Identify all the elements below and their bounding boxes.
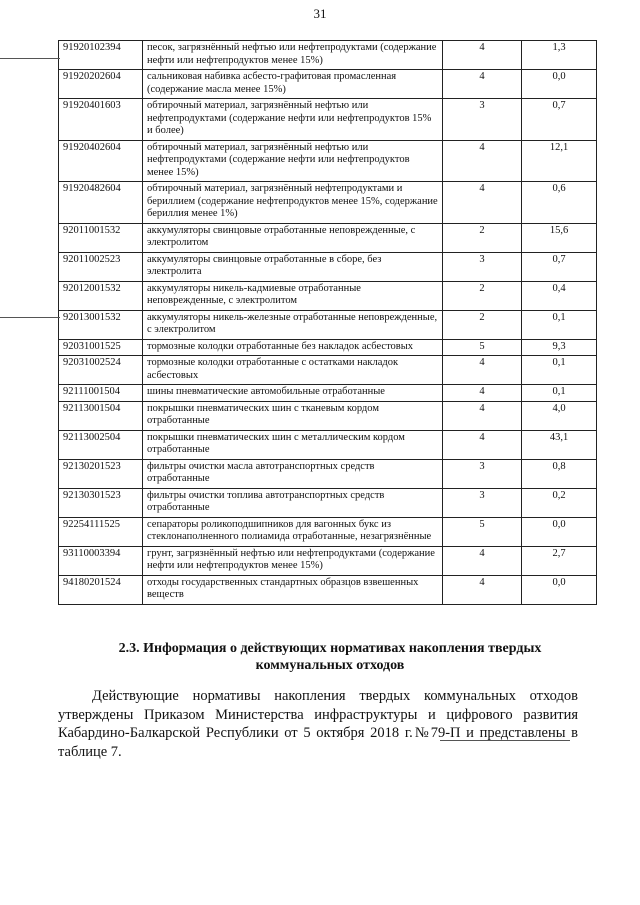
- waste-code-cell: 93110003394: [59, 546, 143, 575]
- hazard-class-cell: 4: [443, 70, 522, 99]
- waste-name-cell: шины пневматические автомобильные отработанные: [143, 385, 443, 402]
- scan-artifact-line: [0, 317, 60, 318]
- waste-code-cell: 92130201523: [59, 459, 143, 488]
- waste-mass-cell: 0,1: [522, 356, 597, 385]
- waste-mass-cell: 4,0: [522, 401, 597, 430]
- hazard-class-cell: 2: [443, 281, 522, 310]
- table-row: [59, 339, 597, 356]
- waste-mass-cell: 0,0: [522, 70, 597, 99]
- waste-mass-cell: 15,6: [522, 223, 597, 252]
- hazard-class-cell: 4: [443, 430, 522, 459]
- table-row: [59, 459, 597, 488]
- scan-artifact-line: [0, 58, 60, 59]
- hazard-class-cell: 5: [443, 517, 522, 546]
- waste-name-cell: тормозные колодки отработанные без накладок асбестовых: [143, 339, 443, 356]
- table-row: [59, 252, 597, 281]
- waste-code-cell: 92013001532: [59, 310, 143, 339]
- waste-mass-cell: 1,3: [522, 41, 597, 70]
- waste-code-cell: 92031001525: [59, 339, 143, 356]
- waste-mass-cell: 0,4: [522, 281, 597, 310]
- hazard-class-cell: 4: [443, 41, 522, 70]
- table-row: [59, 310, 597, 339]
- body-paragraph: Действующие нормативы накопления твердых коммунальных отходов утверждены Приказом Министерства инфраструктуры и цифрового развития Кабардино-Балкарской Республики от 5 октября 2018 г.№79-П и представлены в таблице 7.: [58, 688, 578, 760]
- waste-name-cell: обтирочный материал, загрязнённый нефтью или нефтепродуктами (содержание нефти или нефтепродуктов менее 15%): [143, 140, 443, 182]
- waste-name-cell: сальниковая набивка асбесто-графитовая промасленная (содержание масла менее 15%): [143, 70, 443, 99]
- page-number: 31: [313, 6, 327, 21]
- waste-code-cell: 92113002504: [59, 430, 143, 459]
- hazard-class-cell: 4: [443, 401, 522, 430]
- waste-mass-cell: 2,7: [522, 546, 597, 575]
- waste-code-cell: 91920102394: [59, 41, 143, 70]
- waste-name-cell: аккумуляторы свинцовые отработанные в сборе, без электролита: [143, 252, 443, 281]
- waste-mass-cell: 0,7: [522, 99, 597, 141]
- waste-mass-cell: 9,3: [522, 339, 597, 356]
- table-row: [59, 575, 597, 604]
- waste-mass-cell: 43,1: [522, 430, 597, 459]
- hazard-class-cell: 3: [443, 488, 522, 517]
- table-row: [59, 41, 597, 70]
- waste-code-cell: 92111001504: [59, 385, 143, 402]
- waste-mass-cell: 0,0: [522, 517, 597, 546]
- waste-name-cell: фильтры очистки масла автотранспортных средств отработанные: [143, 459, 443, 488]
- waste-code-cell: 92012001532: [59, 281, 143, 310]
- hazard-class-cell: 3: [443, 459, 522, 488]
- waste-mass-cell: 0,6: [522, 182, 597, 224]
- hazard-class-cell: 4: [443, 575, 522, 604]
- table-row: [59, 546, 597, 575]
- waste-name-cell: обтирочный материал, загрязнённый нефтью или нефтепродуктами (содержание нефти или нефтепродуктов 15% и более): [143, 99, 443, 141]
- table-row: [59, 223, 597, 252]
- waste-name-cell: аккумуляторы никель-кадмиевые отработанные неповрежденные, с электролитом: [143, 281, 443, 310]
- waste-code-cell: 92130301523: [59, 488, 143, 517]
- section-heading: 2.3. Информация о действующих нормативах накопления твердых коммунальных отходов: [118, 641, 542, 673]
- hazard-class-cell: 2: [443, 310, 522, 339]
- waste-name-cell: аккумуляторы свинцовые отработанные неповрежденные, с электролитом: [143, 223, 443, 252]
- table-row: [59, 488, 597, 517]
- table-row: [59, 356, 597, 385]
- waste-code-cell: 91920482604: [59, 182, 143, 224]
- table-row: [59, 385, 597, 402]
- waste-code-cell: 91920202604: [59, 70, 143, 99]
- hazard-class-cell: 4: [443, 182, 522, 224]
- hazard-class-cell: 4: [443, 356, 522, 385]
- waste-mass-cell: 0,8: [522, 459, 597, 488]
- waste-table-body: [59, 41, 597, 605]
- waste-mass-cell: 0,1: [522, 310, 597, 339]
- hazard-class-cell: 2: [443, 223, 522, 252]
- hazard-class-cell: 3: [443, 99, 522, 141]
- waste-code-cell: 94180201524: [59, 575, 143, 604]
- hazard-class-cell: 3: [443, 252, 522, 281]
- hazard-class-cell: 4: [443, 140, 522, 182]
- hazard-class-cell: 4: [443, 546, 522, 575]
- table-row: [59, 401, 597, 430]
- waste-code-cell: 91920402604: [59, 140, 143, 182]
- waste-mass-cell: 0,2: [522, 488, 597, 517]
- table-row: [59, 281, 597, 310]
- table-row: [59, 182, 597, 224]
- waste-code-cell: 92031002524: [59, 356, 143, 385]
- waste-table: [58, 40, 597, 605]
- waste-name-cell: обтирочный материал, загрязнённый нефтепродуктами и бериллием (содержание нефтепродуктов менее 15%, содержание бериллия менее 1%): [143, 182, 443, 224]
- waste-name-cell: покрышки пневматических шин с тканевым кордом отработанные: [143, 401, 443, 430]
- table-row: [59, 140, 597, 182]
- waste-name-cell: грунт, загрязнённый нефтью или нефтепродуктами (содержание нефти или нефтепродуктов менее 15%): [143, 546, 443, 575]
- hazard-class-cell: 4: [443, 385, 522, 402]
- waste-name-cell: отходы государственных стандартных образцов взвешенных веществ: [143, 575, 443, 604]
- waste-name-cell: песок, загрязнённый нефтью или нефтепродуктами (содержание нефти или нефтепродуктов менее 15%): [143, 41, 443, 70]
- waste-name-cell: аккумуляторы никель-железные отработанные неповрежденные, с электролитом: [143, 310, 443, 339]
- table-row: [59, 430, 597, 459]
- waste-name-cell: фильтры очистки топлива автотранспортных средств отработанные: [143, 488, 443, 517]
- table-row: [59, 70, 597, 99]
- waste-code-cell: 92254111525: [59, 517, 143, 546]
- waste-code-cell: 91920401603: [59, 99, 143, 141]
- waste-mass-cell: 12,1: [522, 140, 597, 182]
- table-row: [59, 99, 597, 141]
- waste-name-cell: покрышки пневматических шин с металлическим кордом отработанные: [143, 430, 443, 459]
- waste-mass-cell: 0,1: [522, 385, 597, 402]
- table-row: [59, 517, 597, 546]
- waste-code-cell: 92011001532: [59, 223, 143, 252]
- waste-mass-cell: 0,7: [522, 252, 597, 281]
- hazard-class-cell: 5: [443, 339, 522, 356]
- waste-code-cell: 92113001504: [59, 401, 143, 430]
- waste-name-cell: сепараторы роликоподшипников для вагонных букс из стеклонаполненного полиамида отработанные, незагрязнённые: [143, 517, 443, 546]
- waste-mass-cell: 0,0: [522, 575, 597, 604]
- waste-code-cell: 92011002523: [59, 252, 143, 281]
- waste-name-cell: тормозные колодки отработанные с остатками накладок асбестовых: [143, 356, 443, 385]
